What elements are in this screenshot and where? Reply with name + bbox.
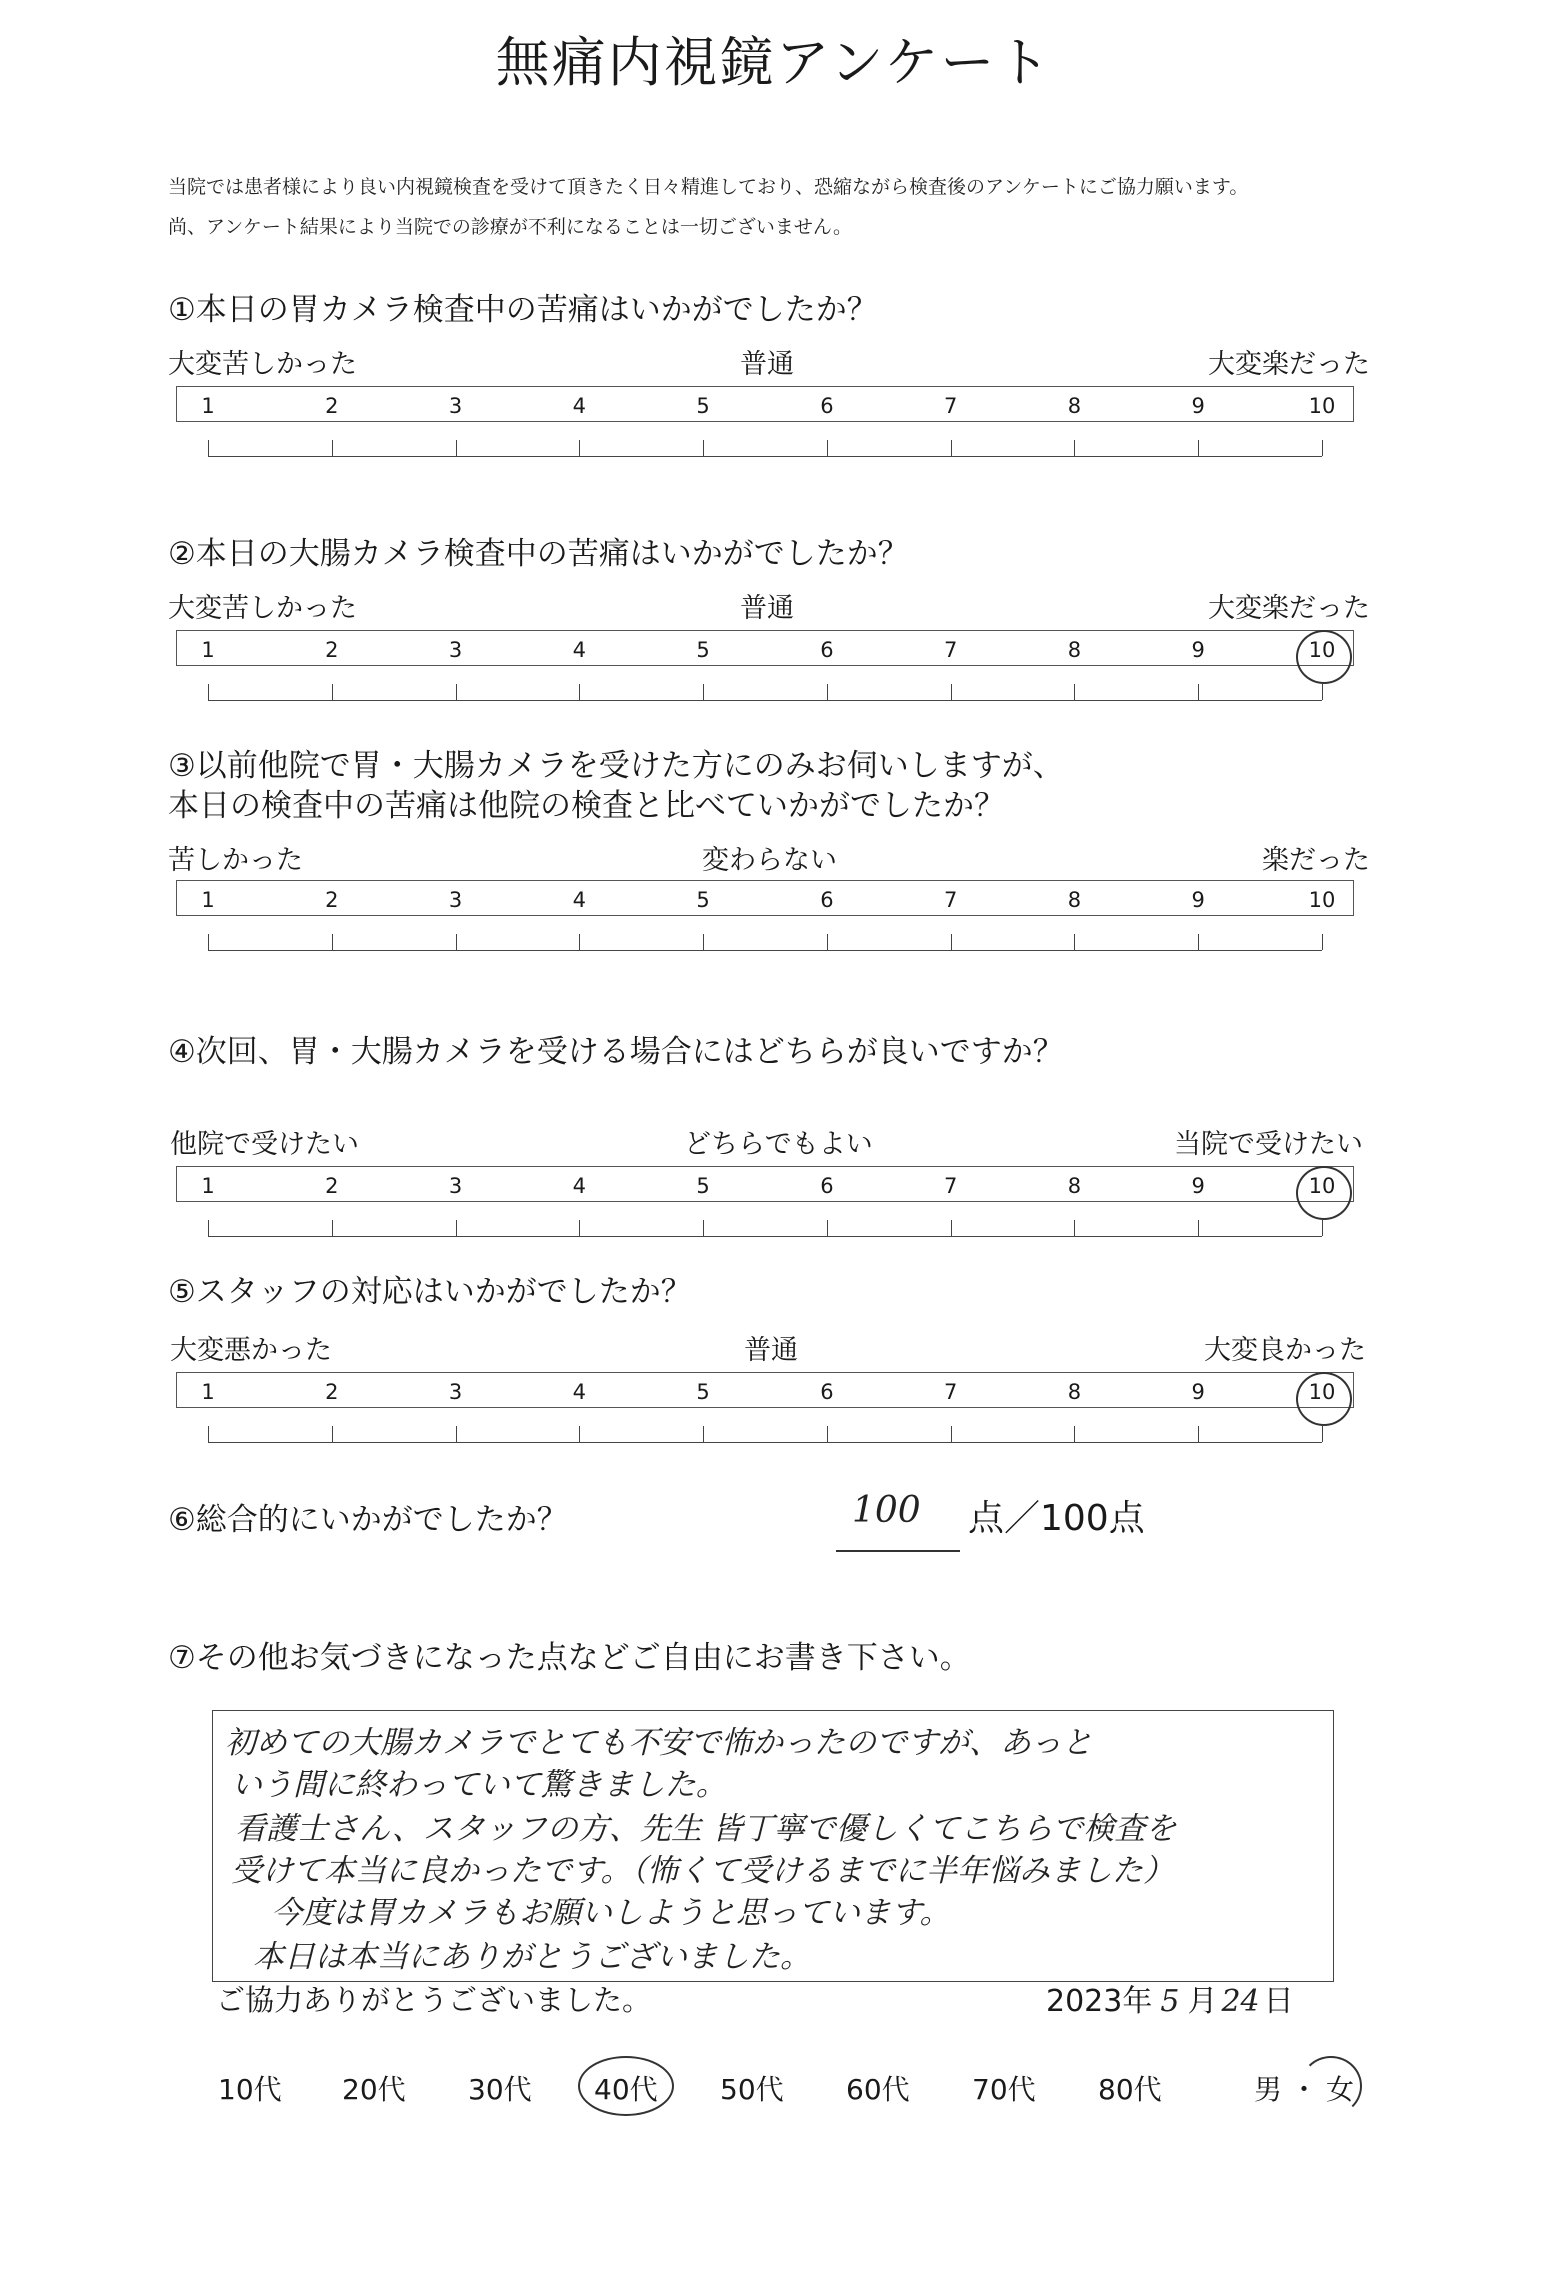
scale-tick: [208, 1220, 209, 1236]
question-5: ⑤スタッフの対応はいかがでしたか？: [168, 1274, 692, 1310]
scale-box: [176, 386, 1354, 422]
date-year: 2023: [1046, 1984, 1123, 2019]
q4-mid-label: どちらでもよい: [684, 1129, 873, 1160]
selected-rating-circle: [1296, 1372, 1352, 1426]
q4-left-label: 他院で受けたい: [170, 1129, 359, 1160]
score-suffix: 点／100点: [968, 1498, 1145, 1539]
scale-tick: [951, 934, 952, 950]
q5-left-label: 大変悪かった: [170, 1335, 332, 1366]
scale-tick: [827, 684, 828, 700]
scale-number-5[interactable]: 5: [696, 1174, 710, 1198]
scale-number-6[interactable]: 6: [820, 394, 834, 418]
q3-rating-scale[interactable]: [176, 880, 1354, 990]
scale-number-3[interactable]: 3: [448, 394, 463, 418]
scale-tick: [579, 684, 580, 700]
scale-tick: [208, 684, 209, 700]
scale-tick: [827, 1220, 828, 1236]
scale-number-9[interactable]: 9: [1191, 888, 1205, 912]
question-4: ④次回、胃・大腸カメラを受ける場合にはどちらが良いですか？: [168, 1034, 1064, 1070]
date-day: 24: [1221, 1984, 1260, 2019]
age-option-20s[interactable]: 20代: [342, 2073, 406, 2106]
scale-number-9[interactable]: 9: [1191, 1174, 1205, 1198]
question-1: ①本日の胃カメラ検査中の苦痛はいかがでしたか？: [168, 292, 878, 328]
scale-number-2[interactable]: 2: [325, 888, 339, 912]
q5-right-label: 大変良かった: [1204, 1335, 1366, 1366]
scale-number-1[interactable]: 1: [201, 394, 215, 418]
scale-number-8[interactable]: 8: [1067, 394, 1082, 418]
q2-rating-scale[interactable]: [176, 630, 1354, 740]
scale-tick: [456, 934, 457, 950]
scale-number-6[interactable]: 6: [820, 638, 834, 662]
scale-number-4[interactable]: 4: [572, 1174, 587, 1198]
scale-tick: [951, 1220, 952, 1236]
scale-tick: [456, 1426, 457, 1442]
scale-number-5[interactable]: 5: [696, 888, 710, 912]
scale-tick: [703, 440, 704, 456]
score-underline: [836, 1550, 960, 1552]
comment-line-2: いう間に終わっていて驚きました。: [231, 1767, 727, 1803]
scale-tick: [579, 1426, 580, 1442]
scale-number-10[interactable]: 10: [1308, 394, 1336, 418]
question-2: ②本日の大腸カメラ検査中の苦痛はいかがでしたか？: [168, 536, 909, 572]
scale-axis: [208, 700, 1322, 701]
scale-number-2[interactable]: 2: [325, 1380, 339, 1404]
scale-number-8[interactable]: 8: [1067, 1380, 1082, 1404]
date-month: 5: [1160, 1984, 1180, 2019]
q3-mid-label: 変わらない: [702, 845, 837, 876]
scale-number-7[interactable]: 7: [943, 1174, 958, 1198]
scale-number-10[interactable]: 10: [1308, 888, 1336, 912]
intro-line-2: 尚、アンケート結果により当院での診療が不利になることは一切ございません。: [168, 216, 853, 238]
intro-line-1: 当院では患者様により良い内視鏡検査を受けて頂きたく日々精進しており、恐縮ながら検査後のアンケートにご協力願います。: [168, 176, 1249, 198]
question-3-line-2: 本日の検査中の苦痛は他院の検査と比べていかがでしたか？: [168, 788, 1005, 824]
scale-number-4[interactable]: 4: [572, 888, 587, 912]
scale-tick: [1322, 1220, 1323, 1236]
survey-date[interactable]: [1046, 1976, 1294, 2020]
scale-number-8[interactable]: 8: [1067, 888, 1082, 912]
scale-tick: [1074, 1426, 1075, 1442]
scale-number-4[interactable]: 4: [572, 394, 587, 418]
scale-tick: [456, 440, 457, 456]
scale-number-10[interactable]: 10: [1308, 638, 1336, 662]
gender-selected-circle: [1300, 2056, 1362, 2116]
scale-number-10[interactable]: 10: [1308, 1174, 1336, 1198]
age-option-50s[interactable]: 50代: [720, 2073, 784, 2106]
scale-number-1[interactable]: 1: [201, 638, 215, 662]
scale-number-7[interactable]: 7: [943, 638, 958, 662]
date-year-suffix: 年: [1122, 1984, 1153, 2019]
scale-box: [176, 880, 1354, 916]
scale-number-9[interactable]: 9: [1191, 394, 1205, 418]
comment-line-5: 今度は胃カメラもお願いしようと思っています。: [271, 1895, 951, 1931]
scale-box: [176, 630, 1354, 666]
q1-left-label: 大変苦しかった: [168, 349, 357, 380]
scale-number-3[interactable]: 3: [448, 1380, 463, 1404]
scale-tick: [332, 440, 333, 456]
scale-tick: [1322, 934, 1323, 950]
q5-rating-scale[interactable]: [176, 1372, 1354, 1482]
scale-tick: [1074, 440, 1075, 456]
gender-separator: ・: [1290, 2073, 1319, 2106]
scale-tick: [456, 684, 457, 700]
scale-tick: [208, 440, 209, 456]
comment-line-3: 看護士さん、スタッフの方、先生 皆丁寧で優しくてこちらで検査を: [235, 1811, 1177, 1847]
scale-tick: [951, 1426, 952, 1442]
scale-number-5[interactable]: 5: [696, 394, 710, 418]
q1-mid-label: 普通: [740, 349, 794, 380]
scale-number-1[interactable]: 1: [201, 888, 215, 912]
q5-mid-label: 普通: [744, 1335, 798, 1366]
scale-number-3[interactable]: 3: [448, 888, 463, 912]
scale-tick: [1322, 684, 1323, 700]
scale-number-8[interactable]: 8: [1067, 1174, 1082, 1198]
thanks-message: ご協力ありがとうございました。: [216, 1983, 652, 2017]
scale-tick: [703, 684, 704, 700]
comment-line-6: 本日は本当にありがとうございました。: [253, 1939, 811, 1975]
comment-box[interactable]: [212, 1710, 1334, 1982]
age-option-10s[interactable]: 10代: [218, 2073, 282, 2106]
q3-right-label: 楽だった: [1262, 845, 1370, 876]
scale-tick: [951, 440, 952, 456]
scale-box: [176, 1372, 1354, 1408]
q2-mid-label: 普通: [740, 593, 794, 624]
scale-tick: [1074, 934, 1075, 950]
age-option-60s[interactable]: 60代: [846, 2073, 910, 2106]
scale-number-7[interactable]: 7: [943, 1380, 958, 1404]
scale-tick: [456, 1220, 457, 1236]
date-month-suffix: 月: [1187, 1984, 1218, 2019]
scale-tick: [951, 684, 952, 700]
scale-tick: [827, 934, 828, 950]
q4-rating-scale[interactable]: [176, 1166, 1354, 1276]
comment-line-4: 受けて本当に良かったです。（怖くて受けるまでに半年悩みました）: [231, 1853, 1175, 1889]
question-3-line-1: ③以前他院で胃・大腸カメラを受けた方にのみお伺いしますが、: [168, 748, 1064, 784]
scale-number-5[interactable]: 5: [696, 1380, 710, 1404]
scale-number-7[interactable]: 7: [943, 394, 958, 418]
gender-female[interactable]: 女: [1326, 2073, 1355, 2106]
scale-tick: [1074, 684, 1075, 700]
scale-tick: [332, 1220, 333, 1236]
scale-number-9[interactable]: 9: [1191, 638, 1205, 662]
scale-tick: [579, 440, 580, 456]
scale-axis: [208, 1442, 1322, 1443]
selected-rating-circle: [1296, 630, 1352, 684]
scale-number-2[interactable]: 2: [325, 394, 339, 418]
scale-number-10[interactable]: 10: [1308, 1380, 1336, 1404]
scale-number-3[interactable]: 3: [448, 638, 463, 662]
scale-number-6[interactable]: 6: [820, 888, 834, 912]
scale-tick: [1198, 440, 1199, 456]
scale-number-3[interactable]: 3: [448, 1174, 463, 1198]
scale-tick: [827, 1426, 828, 1442]
scale-number-6[interactable]: 6: [820, 1174, 834, 1198]
q4-right-label: 当院で受けたい: [1174, 1129, 1363, 1160]
scale-tick: [208, 1426, 209, 1442]
question-6: ⑥総合的にいかがでしたか？: [168, 1502, 568, 1538]
selected-rating-circle: [1296, 1166, 1352, 1220]
age-option-80s[interactable]: 80代: [1098, 2073, 1162, 2106]
scale-axis: [208, 456, 1322, 457]
scale-tick: [208, 934, 209, 950]
scale-number-5[interactable]: 5: [696, 638, 710, 662]
age-option-40s[interactable]: 40代: [594, 2073, 658, 2106]
q3-left-label: 苦しかった: [168, 845, 303, 876]
scale-tick: [579, 934, 580, 950]
age-option-70s[interactable]: 70代: [972, 2073, 1036, 2106]
scale-tick: [1198, 934, 1199, 950]
scale-number-9[interactable]: 9: [1191, 1380, 1205, 1404]
question-7: ⑦その他お気づきになった点などご自由にお書き下さい。: [168, 1640, 971, 1676]
comment-line-1: 初めての大腸カメラでとても不安で怖かったのですが、あっと: [225, 1725, 1093, 1761]
age-option-30s[interactable]: 30代: [468, 2073, 532, 2106]
scale-tick: [703, 1426, 704, 1442]
scale-tick: [1198, 1426, 1199, 1442]
scale-number-7[interactable]: 7: [943, 888, 958, 912]
overall-score-handwritten[interactable]: 100: [852, 1490, 921, 1531]
scale-axis: [208, 950, 1322, 951]
q1-right-label: 大変楽だった: [1208, 349, 1370, 380]
scale-number-1[interactable]: 1: [201, 1380, 215, 1404]
scale-number-2[interactable]: 2: [325, 638, 339, 662]
scale-number-4[interactable]: 4: [572, 638, 587, 662]
date-day-suffix: 日: [1263, 1984, 1294, 2019]
gender-male[interactable]: 男: [1254, 2073, 1283, 2106]
scale-tick: [703, 934, 704, 950]
scale-tick: [1322, 440, 1323, 456]
scale-tick: [332, 934, 333, 950]
q2-right-label: 大変楽だった: [1208, 593, 1370, 624]
scale-tick: [1322, 1426, 1323, 1442]
scale-tick: [579, 1220, 580, 1236]
age-selected-circle: [578, 2056, 674, 2116]
scale-number-6[interactable]: 6: [820, 1380, 834, 1404]
q1-rating-scale[interactable]: [176, 386, 1354, 496]
scale-number-4[interactable]: 4: [572, 1380, 587, 1404]
scale-tick: [1198, 684, 1199, 700]
scale-tick: [332, 684, 333, 700]
survey-title: 無痛内視鏡アンケート: [495, 31, 1053, 94]
scale-tick: [827, 440, 828, 456]
scale-axis: [208, 1236, 1322, 1237]
scale-number-1[interactable]: 1: [201, 1174, 215, 1198]
scale-tick: [1074, 1220, 1075, 1236]
scale-tick: [1198, 1220, 1199, 1236]
scale-box: [176, 1166, 1354, 1202]
scale-number-2[interactable]: 2: [325, 1174, 339, 1198]
scale-number-8[interactable]: 8: [1067, 638, 1082, 662]
scale-tick: [703, 1220, 704, 1236]
scale-tick: [332, 1426, 333, 1442]
q2-left-label: 大変苦しかった: [168, 593, 357, 624]
